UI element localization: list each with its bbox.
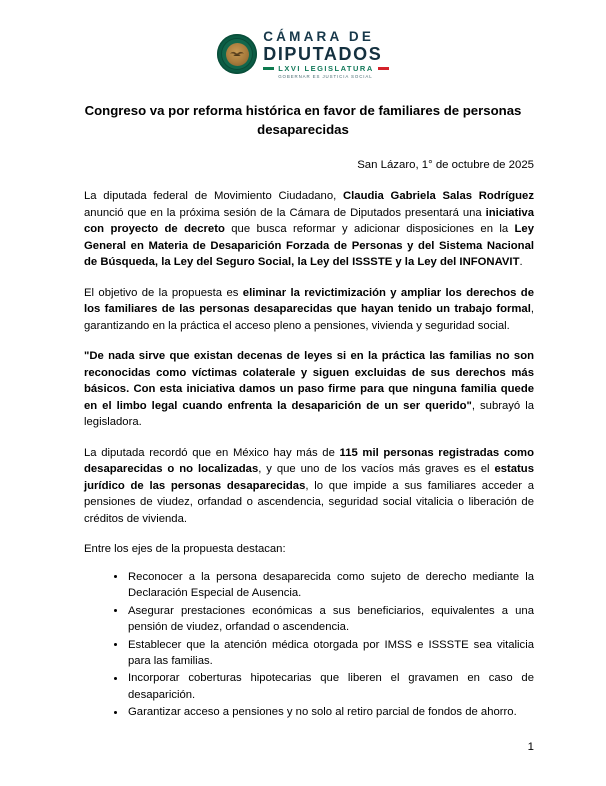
legislature-row [263, 65, 389, 73]
text-run: , garantizando en la práctica el acceso pleno a pensiones, vivienda y seguridad social. [84, 303, 534, 332]
red-accent-bar-icon [378, 67, 389, 70]
motto-label: GOBERNAR ES JUSTICIA SOCIAL [278, 73, 373, 79]
list-item: Incorporar coberturas hipotecarias que liberen el gravamen en caso de desaparición. [114, 670, 534, 703]
document-header [0, 0, 606, 79]
list-item: Garantizar acceso a pensiones y no solo al retiro parcial de fondos de ahorro. [114, 704, 534, 720]
text-run: , y que uno de los vacíos más graves es el [258, 463, 495, 476]
text-run: , lo que impide a sus familiares acceder a pensiones de viudez, orfandad o ascendencia, seguridad social vitalicia o liberación de créditos de vivienda. [84, 479, 535, 525]
green-accent-bar-icon [263, 67, 274, 70]
proposal-bullet-list [84, 569, 534, 721]
text-run: El objetivo de la propuesta es [84, 286, 243, 299]
emphasis-run: eliminar la revictimización y ampliar los derechos de los familiares de las personas desaparecidas que hayan tenido un trabajo formal [84, 286, 534, 316]
list-item: Reconocer a la persona desaparecida como sujeto de derecho mediante la Declaración Especial de Ausencia. [114, 569, 534, 602]
text-run: que busca reformar y adicionar disposiciones en la [224, 223, 515, 236]
wordmark-line-camara: CÁMARA DE [263, 29, 375, 44]
dateline: San Lázaro, 1° de octubre de 2025 [357, 159, 534, 172]
eagle-glyph-icon [229, 49, 245, 57]
bullet-list-intro: Entre los ejes de la propuesta destacan: [84, 543, 286, 556]
emphasis-run: Ley General en Materia de Desaparición Forzada de Personas y del Sistema Nacional de Búsqueda, la Ley del Seguro Social, la Ley del ISSSTE y la Ley del INFONAVIT [84, 223, 534, 269]
paragraph-1 [84, 188, 534, 270]
wordmark [263, 30, 389, 79]
text-run: . [519, 256, 523, 269]
wordmark-line-diputados: DIPUTADOS [263, 43, 383, 64]
emphasis-run: Claudia Gabriela Salas Rodríguez [343, 190, 534, 203]
text-run: anunció que en la próxima sesión de la Cámara de Diputados presentará una [84, 206, 486, 219]
text-run: La diputada recordó que en México hay más de [84, 446, 340, 459]
camara-de-diputados-logo [217, 30, 389, 79]
paragraph-2 [84, 285, 534, 334]
emphasis-run: 115 mil personas registradas como desaparecidas o no localizadas [84, 446, 535, 476]
emphasis-run: "De nada sirve que existan decenas de leyes si en la práctica las familias no son reconocidas como víctimas colaterale y siguen excluidas de sus derechos más básicos. Con esta iniciativa damos un paso firme para que ninguna familia quede en el limbo legal cuando enfrenta la desaparición de un ser querido" [84, 350, 534, 412]
emphasis-run: estatus jurídico de las personas desaparecidas [84, 463, 534, 492]
national-seal-icon [217, 34, 257, 74]
text-run: , subrayó la legisladora. [84, 399, 534, 429]
legislature-label: LXVI LEGISLATURA [278, 64, 374, 73]
document-body [84, 171, 534, 721]
list-item: Asegurar prestaciones económicas a sus beneficiarios, equivalentes a una pensión de viudez, orfandad o ascendencia. [114, 603, 534, 636]
paragraph-3-quote [84, 348, 534, 430]
page-number: 1 [527, 741, 534, 753]
paragraph-4 [84, 445, 534, 527]
page-title: Congreso va por reforma histórica en favor de familiares de personas desaparecidas [84, 102, 522, 137]
list-item: Establecer que la atención médica otorgada por IMSS e ISSSTE sea vitalicia para las familias. [114, 637, 534, 670]
text-run: La diputada federal de Movimiento Ciudadano, [84, 190, 343, 203]
emphasis-run: iniciativa con proyecto de decreto [84, 206, 534, 236]
